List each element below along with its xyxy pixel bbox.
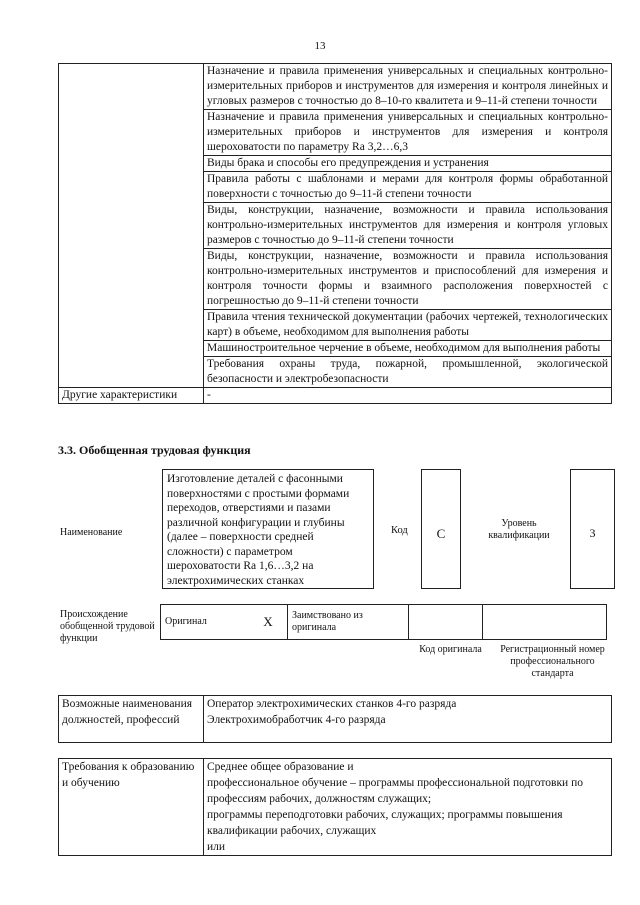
positions-values xyxy=(204,696,612,743)
knowledge-table xyxy=(58,63,612,404)
education-item: профессиональное обучение – программы профессиональной подготовки по профессиям рабочих, должностям служащих; xyxy=(207,777,583,805)
education-item: Среднее общее образование и xyxy=(207,761,354,773)
knowledge-row: Назначение и правила применения универсальных и специальных контрольно-измерительных приборов и инструментов для измерения и контроля шероховатости по параметру Ra 3,2…6,3 xyxy=(204,110,612,156)
original-label: Оригинал xyxy=(161,605,250,640)
code-value: C xyxy=(421,469,461,589)
page-number: 13 xyxy=(314,40,326,52)
reg-number-cell xyxy=(483,605,607,640)
name-value: Изготовление деталей с фасонными поверхностями с простыми формами переходов, отверстиями и пазами различной конфигурации и глубины (далее – поверхности средней сложности) с параметром шероховатости Ra 1,6…3,2 на электрохимических станках xyxy=(162,469,374,589)
knowledge-row: Виды, конструкции, назначение, возможности и правила использования контрольно-измерительных инструментов для измерения и контроля угловых размеров с точностью до 9–11-й степени точности xyxy=(204,203,612,249)
knowledge-row: Правила чтения технической документации (рабочих чертежей, технологических карт) в объеме, необходимом для выполнения работы xyxy=(204,310,612,341)
knowledge-row: Правила работы с шаблонами и мерами для контроля формы обработанной поверхности с точностью до 9–11-й степени точности xyxy=(204,172,612,203)
education-item: программы переподготовки рабочих, служащих; программы повышения квалификации рабочих, служащих xyxy=(207,809,563,837)
level-label: Уровень квалификации xyxy=(488,518,550,541)
level-value: 3 xyxy=(570,469,615,589)
position-item: Электрохимобработчик 4-го разряда xyxy=(207,714,386,726)
knowledge-row: Машиностроительное черчение в объеме, необходимом для выполнения работы xyxy=(204,341,612,357)
positions-label: Возможные наименования должностей, профессий xyxy=(59,696,204,743)
origin-table xyxy=(160,604,607,640)
borrowed-label: Заимствовано из оригинала xyxy=(288,605,409,640)
empty-label-cell xyxy=(59,64,204,388)
original-mark: X xyxy=(249,605,288,640)
knowledge-row: Требования охраны труда, пожарной, промышленной, экологической безопасности и электробезопасности xyxy=(204,357,612,388)
code-label: Код xyxy=(391,525,408,536)
origin-label: Происхождение обобщенной трудовой функции xyxy=(60,609,155,644)
code-original-caption: Код оригинала xyxy=(419,644,482,655)
education-item: или xyxy=(207,841,226,853)
reg-number-caption: Регистрационный номер профессионального стандарта xyxy=(500,644,605,679)
positions-table xyxy=(58,695,612,743)
position-item: Оператор электрохимических станков 4-го разряда xyxy=(207,698,457,710)
code-original-cell xyxy=(409,605,483,640)
other-characteristics-label: Другие характеристики xyxy=(59,388,204,404)
education-values xyxy=(204,759,612,856)
knowledge-row: Назначение и правила применения универсальных и специальных контрольно-измерительных приборов и инструментов для измерения и контроля линейных и угловых размеров с точностью до 8–10-го квалитета и 9–11-й степени точности xyxy=(204,64,612,110)
knowledge-row: Виды брака и способы его предупреждения и устранения xyxy=(204,156,612,172)
education-table xyxy=(58,758,612,856)
name-label: Наименование xyxy=(60,527,123,538)
education-label: Требования к образованию и обучению xyxy=(59,759,204,856)
other-characteristics-value: - xyxy=(204,388,612,404)
knowledge-row: Виды, конструкции, назначение, возможности и правила использования контрольно-измерительных инструментов и приспособлений для измерения и контроля точности формы и взаимного расположения поверхностей с погрешностью до 9–11-й степени точности xyxy=(204,249,612,310)
section-title: 3.3. Обобщенная трудовая функция xyxy=(58,443,251,457)
